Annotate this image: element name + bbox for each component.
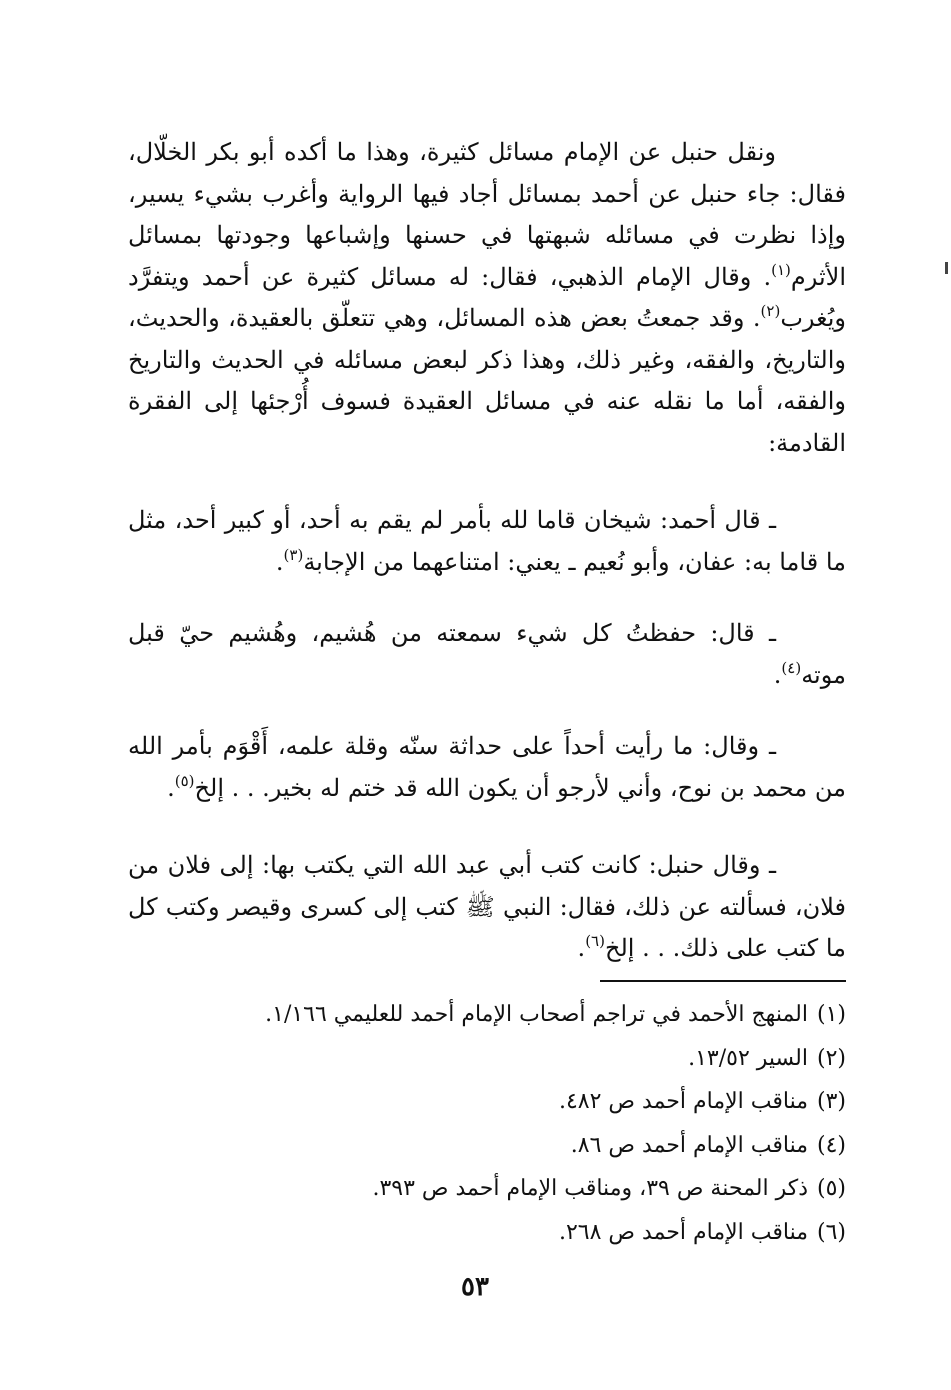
- paragraph-saying-1: ـ قال أحمد: شيخان قاما لله بأمر لم يقم به أحد، أو كبير أحد، مثل ما قاما به: عفان، وأبو نُعيم ـ يعني: امتناعهما من الإجابة$^{(٣)}$.: [128, 506, 846, 576]
- footnote-text: مناقب الإمام أحمد ص ٤٨٢.: [558, 1089, 808, 1114]
- footnote-text: المنهج الأحمد في تراجم أصحاب الإمام أحمد للعليمي ١/١٦٦.: [265, 1002, 808, 1027]
- footnote-ref-5[interactable]: (٥): [174, 771, 195, 790]
- footnote-3: [128, 1080, 846, 1124]
- footnote-number: (٤): [816, 1132, 846, 1158]
- footnote-ref-1[interactable]: (١): [771, 260, 791, 279]
- footnote-ref-2[interactable]: (٢): [760, 302, 781, 320]
- footnote-2: [128, 1037, 846, 1081]
- footnote-text: ذكر المحنة ص ٣٩، ومناقب الإمام أحمد ص ٣٩٣.: [372, 1176, 808, 1201]
- scan-edge-mark: [945, 262, 948, 274]
- paragraph-saying-4: ـ وقال حنبل: كانت كتب أبي عبد الله التي يكتب بها: إلى فلان من فلان، فسألته عن ذلك، فقال: النبي ﷺ كتب إلى كسرى وقيصر وكتب كل ما كتب على ذلك. . . إلخ$^{(٦)}$.: [128, 851, 846, 962]
- footnote-separator: [600, 980, 846, 982]
- footnote-ref-3[interactable]: (٣): [283, 545, 304, 564]
- footnote-number: (١): [816, 1002, 846, 1027]
- footnote-ref-6[interactable]: (٦): [585, 932, 605, 950]
- footnotes: [128, 993, 846, 1254]
- main-text: [128, 132, 846, 970]
- footnote-6: [128, 1211, 846, 1255]
- footnote-number: (٢): [816, 1045, 846, 1071]
- paragraph-saying-2: ـ قال: حفظتُ كل شيء سمعته من هُشيم، وهُشيم حيّ قبل موته$^{(٤)}$.: [128, 619, 846, 689]
- paragraph-intro: ونقل حنبل عن الإمام مسائل كثيرة، وهذا ما أكده أبو بكر الخلّال، فقال: جاء حنبل عن أحمد بمسائل أجاد فيها الرواية وأغرب بشيء يسير، وإذا نظرت في مسائله شبهتها في حسنها وإشباعها وجودتها بمسائل الأثرم$^{(١)}$. وقال الإمام الذهبي، فقال: له مسائل كثيرة عن أحمد ويتفرَّد ويُغرب$^{(٢)}$. وقد جمعتُ بعض هذه المسائل، وهي تتعلّق بالعقيدة، والحديث، والتاريخ، والفقه، وغير ذلك، وهذا ذكر لبعض مسائله في الحديث والتاريخ والفقه، أما ما نقله عنه في مسائل العقيدة فسوف أُرْجئها إلى الفقرة القادمة:: [128, 138, 846, 457]
- footnote-text: مناقب الإمام أحمد ص ٨٦.: [570, 1132, 808, 1158]
- paragraph-saying-3: ـ وقال: ما رأيت أحداً على حداثة سنّه وقلة علمه، أَقْوَم بأمر الله من محمد بن نوح، وأني لأرجو أن يكون الله قد ختم له بخير. . . إلخ$^{(٥)}$.: [128, 732, 846, 802]
- footnote-number: (٦): [816, 1219, 846, 1245]
- footnote-ref-4[interactable]: (٤): [781, 658, 802, 677]
- footnote-5: [128, 1167, 846, 1211]
- page-number: ٥٣: [461, 1272, 489, 1302]
- footnote-1: [128, 993, 846, 1037]
- footnote-text: مناقب الإمام أحمد ص ٢٦٨.: [558, 1219, 808, 1245]
- footnote-4: [128, 1124, 846, 1168]
- footnote-text: السير ١٣/٥٢.: [688, 1045, 808, 1071]
- footnote-number: (٣): [816, 1089, 846, 1114]
- footnote-number: (٥): [816, 1176, 846, 1201]
